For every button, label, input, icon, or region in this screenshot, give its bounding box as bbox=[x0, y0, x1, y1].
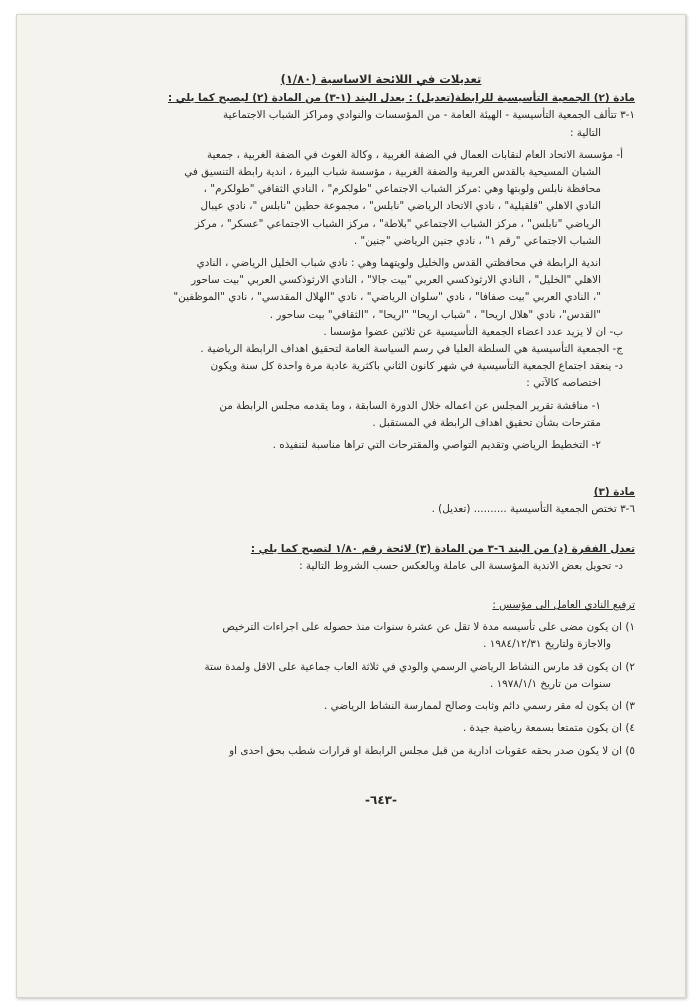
condition-item-cont: والاجازة ولتاريخ ١٩٨٤/١٢/٣١ . bbox=[483, 638, 611, 651]
amendment-heading: تعدل الفقرة (د) من البند ٦-٣ من المادة (٣) لائحة رقم ١/٨٠ لتصبح كما يلي : bbox=[250, 542, 635, 555]
clubs-line: "القدس"، نادي "هلال اريحا" ، "شباب اريحا" "اريحا" ، "الثقافي" بيت ساحور . bbox=[269, 308, 601, 321]
amendment-item-d: د- تحويل بعض الاندية المؤسسة الى عاملة وبالعكس حسب الشروط التالية : bbox=[299, 559, 623, 572]
article-3-heading: مادة (٣) bbox=[593, 486, 635, 499]
item-d: د- ينعقد اجتماع الجمعية التأسيسية في شهر كانون الثاني باكثرية عادية مرة واحدة كل سنة ويكون bbox=[210, 360, 623, 373]
condition-item: ٣) ان يكون له مقر رسمي دائم وثابت وصالح لممارسة النشاط الرياضي . bbox=[324, 700, 635, 713]
article-3-line: ٦-٣ تختص الجمعية التأسيسية .......... (تعديل) . bbox=[431, 503, 635, 516]
clubs-line: الاهلي "الخليل" ، النادي الارثوذكسي العربي "بيت جالا" ، النادي الارثوذكسي العربي "بيت ساحور bbox=[191, 274, 601, 287]
item-c: ج- الجمعية التأسيسية هي السلطة العليا في رسم السياسة العامة لتحقيق اهداف الرابطة الرياضية . bbox=[200, 343, 623, 356]
condition-item: ٥) ان لا يكون صدر بحقه عقوبات ادارية من قبل مجلس الرابطة او قرارات شطب بحق احدى او bbox=[229, 744, 635, 757]
document-page bbox=[16, 14, 686, 998]
item-a-line: النادي الاهلي "قلقيلية" ، نادي الاتحاد الرياضي "نابلس" ، مجموعة حطين "نابلس "، نادي عيبال bbox=[200, 200, 601, 213]
article-2-heading: مادة (٢) الجمعية التأسيسية للرابطة(تعديل) : يعدل البند (١-٣) من المادة (٢) ليصبح كما يلي : bbox=[167, 92, 635, 105]
condition-item: ٢) ان يكون قد مارس النشاط الرياضي الرسمي والودي في ثلاثة العاب جماعية على الاقل ولمدة ستة bbox=[204, 660, 635, 673]
condition-item: ٤) ان يكون متمتعا بسمعة رياضية جيدة . bbox=[462, 722, 635, 735]
item-d-2: ٢- التخطيط الرياضي وتقديم التواصي والمقترحات التي تراها مناسبة لتنفيذه . bbox=[272, 439, 601, 452]
item-a-line: الشباب الاجتماعي "رقم ١" ، نادي جنين الرياضي "جنين" . bbox=[353, 234, 601, 247]
document-title: تعديلات في اللائحة الاساسية (١/٨٠) bbox=[280, 72, 482, 86]
item-d-cont: اختصاصه كالآتي : bbox=[526, 377, 601, 390]
item-a-line: محافظة نابلس ولوبتها وهي :مركز الشباب الاجتماعي "طولكرم" ، النادي الثقافي "طولكرم" ، bbox=[203, 183, 601, 196]
item-d-1 bbox=[127, 398, 635, 432]
clubs-paragraph bbox=[127, 255, 635, 324]
clause-2-1-cont: التالية : bbox=[569, 126, 601, 139]
item-d-1-line: مقترحات بشأن تحقيق اهداف الرابطة في المستقبل . bbox=[372, 416, 601, 429]
clause-2-1: ١-٣ تتألف الجمعية التأسيسية - الهيئة العامة - من المؤسسات والنوادي ومراكز الشباب الاجتماعية bbox=[223, 109, 635, 122]
condition-item-cont: سنوات من تاريخ ١٩٧٨/١/١ . bbox=[489, 677, 611, 690]
item-a bbox=[127, 147, 635, 250]
item-a-line: الشبان المسيحية بالقدس العربية والضفة الغربية ، مؤسسة شباب البيرة ، اندية رابطة التنسيق في bbox=[184, 166, 601, 179]
document-body bbox=[127, 71, 635, 977]
item-a-line: الرياضي "نابلس" ، مركز الشباب الاجتماعي "بلاطة" ، مركز الشباب الاجتماعي "عسكر" ، مركز bbox=[194, 217, 601, 230]
item-b: ب- ان لا يزيد عدد اعضاء الجمعية التأسيسية عن ثلاثين عضوا مؤسسا . bbox=[323, 325, 623, 338]
item-d-1-line: ١- مناقشة تقرير المجلس عن اعماله خلال الدورة السابقة ، وما يقدمه مجلس الرابطة من bbox=[219, 399, 601, 412]
promotion-heading: ترفيع النادي العامل الى مؤسس : bbox=[492, 599, 635, 612]
conditions-list bbox=[127, 619, 635, 759]
clubs-line: اندية الرابطة في محافظتي القدس والخليل ولويتهما وهي : نادي شباب الخليل الرياضي ، النادي bbox=[196, 257, 601, 270]
condition-item: ١) ان يكون مضى على تأسيسه مدة لا تقل عن عشرة سنوات منذ حصوله على اجراءات الترخيص bbox=[222, 621, 635, 634]
clubs-line: "، النادي العربي "بيت صفافا" ، نادي "سلوان الرياضي" ، نادي "الهلال المقدسي" ، نادي "الموظفين" bbox=[173, 291, 601, 304]
item-a-line: أ- مؤسسة الاتحاد العام لنقابات العمال في الضفة الغربية ، وكالة الغوث في الضفة الغربية ، جمعية bbox=[207, 148, 623, 161]
page-number: -٦٤٣- bbox=[365, 792, 397, 807]
